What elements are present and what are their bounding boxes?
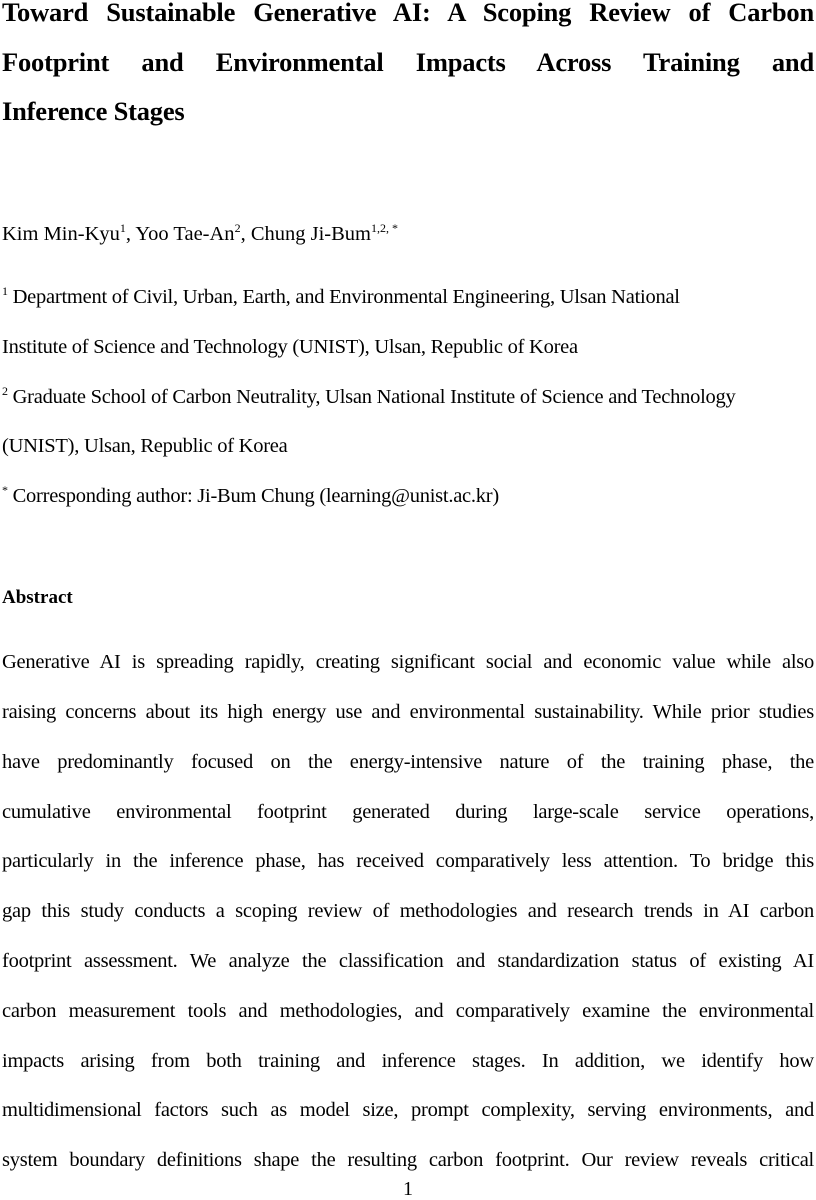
abstract-line: cumulative environmental footprint generated during large-scale service operations, (2, 801, 814, 823)
abstract-line: impacts arising from both training and inference stages. In addition, we identify how (2, 1050, 814, 1072)
page-number: 1 (403, 1178, 413, 1200)
affiliation-text: Graduate School of Carbon Neutrality, Ulsan National Institute of Science and Technology (12, 386, 736, 408)
corresponding-text: Corresponding author: Ji-Bum Chung (learning@unist.ac.kr) (12, 485, 499, 507)
title-line-1: Toward Sustainable Generative AI: A Scoping Review of Carbon (2, 0, 814, 27)
author-name: Chung Ji-Bum (250, 223, 371, 245)
affiliation-1-line-2: Institute of Science and Technology (UNIST), Ulsan, Republic of Korea (2, 336, 578, 358)
author-affiliation-mark: 1 (119, 221, 126, 235)
author-name: Yoo Tae-An (135, 223, 235, 245)
affiliation-mark: 2 (2, 384, 8, 398)
corresponding-mark: * (2, 483, 8, 497)
affiliation-2-line-1 (2, 385, 814, 409)
author-list (2, 222, 814, 246)
author-separator: , (240, 223, 251, 245)
abstract-line: Generative AI is spreading rapidly, creating significant social and economic value while also (2, 651, 814, 673)
title-line-3: Inference Stages (2, 96, 185, 126)
author-affiliation-mark: 2 (234, 221, 241, 235)
affiliation-1-line-1 (2, 285, 814, 309)
abstract-line: system boundary definitions shape the resulting carbon footprint. Our review reveals critical (2, 1149, 814, 1171)
abstract-line: particularly in the inference phase, has received comparatively less attention. To bridge this (2, 850, 814, 872)
affiliation-mark: 1 (2, 284, 8, 298)
abstract-line: multidimensional factors such as model size, prompt complexity, serving environments, and (2, 1099, 814, 1121)
corresponding-author (2, 484, 814, 508)
abstract-line: raising concerns about its high energy use and environmental sustainability. While prior studies (2, 701, 814, 723)
abstract-line: have predominantly focused on the energy-intensive nature of the training phase, the (2, 751, 814, 773)
author-name: Kim Min-Kyu (2, 223, 120, 245)
title-line-2: Footprint and Environmental Impacts Across Training and (2, 47, 814, 77)
author-separator: , (125, 223, 136, 245)
affiliation-2-line-2: (UNIST), Ulsan, Republic of Korea (2, 435, 288, 457)
abstract-line: gap this study conducts a scoping review of methodologies and research trends in AI carbon (2, 900, 814, 922)
author-affiliation-mark: 1,2, * (370, 221, 398, 235)
abstract-line: carbon measurement tools and methodologies, and comparatively examine the environmental (2, 1000, 814, 1022)
abstract-heading: Abstract (2, 587, 73, 608)
affiliation-text: Department of Civil, Urban, Earth, and Environmental Engineering, Ulsan National (12, 286, 680, 308)
abstract-line: footprint assessment. We analyze the classification and standardization status of existing AI (2, 950, 814, 972)
